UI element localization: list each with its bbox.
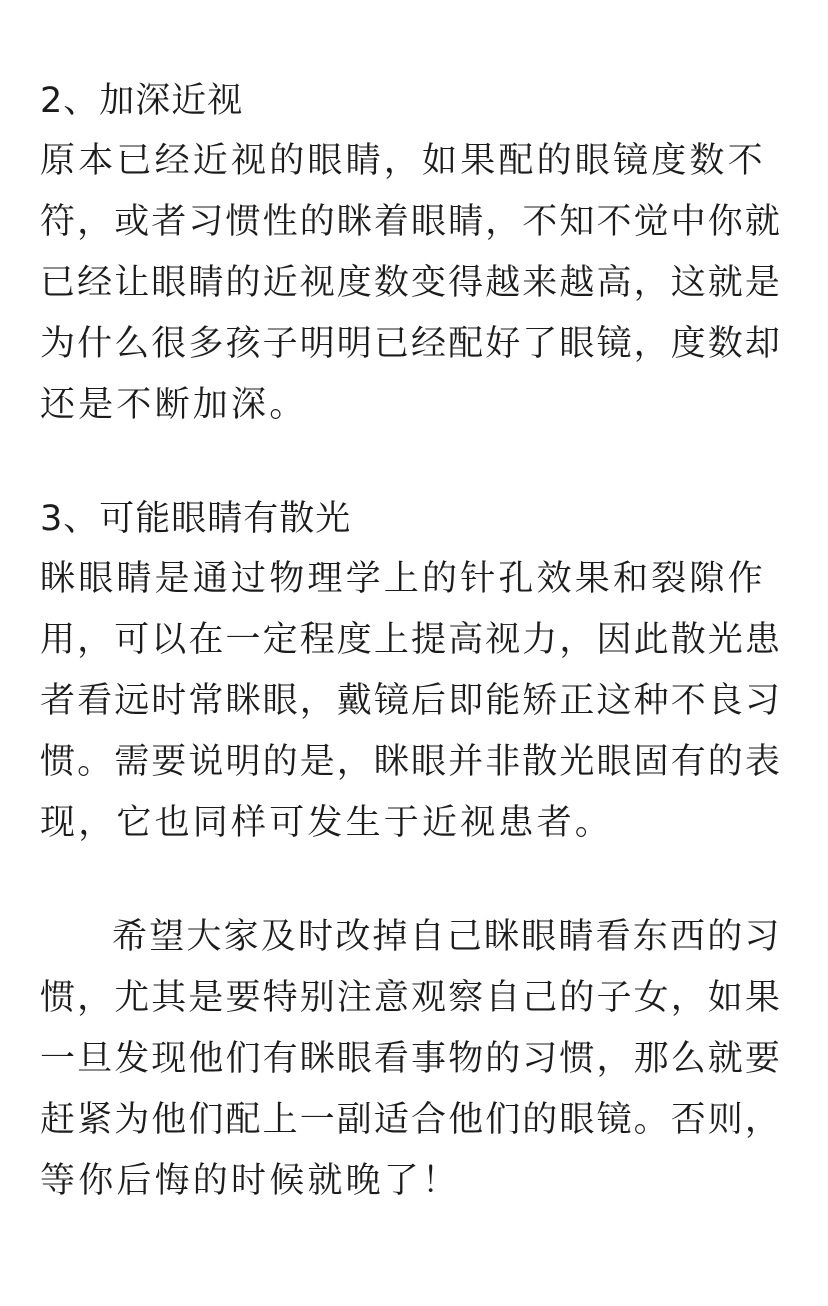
paragraph-line: 原本已经近视的眼睛，如果配的眼镜度数不 bbox=[40, 141, 766, 181]
section-heading-nearsightedness: 2、加深近视 bbox=[40, 81, 244, 121]
section-heading-astigmatism: 3、可能眼睛有散光 bbox=[40, 499, 352, 539]
paragraph-line: 为什么很多孩子明明已经配好了眼镜，度数却 bbox=[40, 324, 783, 364]
paragraph-line: 赶紧为他们配上一副适合他们的眼镜。否则， bbox=[40, 1100, 783, 1140]
paragraph-line: 用，可以在一定程度上提高视力，因此散光患 bbox=[40, 620, 783, 660]
paragraph-line: 符，或者习惯性的眯着眼睛，不知不觉中你就 bbox=[40, 202, 783, 242]
paragraph-line: 等你后悔的时候就晚了！ bbox=[40, 1161, 461, 1201]
closing-paragraph-first-line: 希望大家及时改掉自己眯眼睛看东西的习 bbox=[112, 917, 782, 957]
paragraph-line: 惯，尤其是要特别注意观察自己的子女，如果 bbox=[40, 978, 783, 1018]
paragraph-line: 还是不断加深。 bbox=[40, 385, 308, 425]
paragraph-line: 惯。需要说明的是，眯眼并非散光眼固有的表 bbox=[40, 742, 783, 782]
paragraph-line: 已经让眼睛的近视度数变得越来越高，这就是 bbox=[40, 263, 783, 303]
paragraph-line: 现，它也同样可发生于近视患者。 bbox=[40, 803, 614, 843]
paragraph-line: 一旦发现他们有眯眼看事物的习惯，那么就要 bbox=[40, 1039, 783, 1079]
paragraph-line: 眯眼睛是通过物理学上的针孔效果和裂隙作 bbox=[40, 559, 766, 599]
paragraph-line: 者看远时常眯眼，戴镜后即能矫正这种不良习 bbox=[40, 681, 783, 721]
